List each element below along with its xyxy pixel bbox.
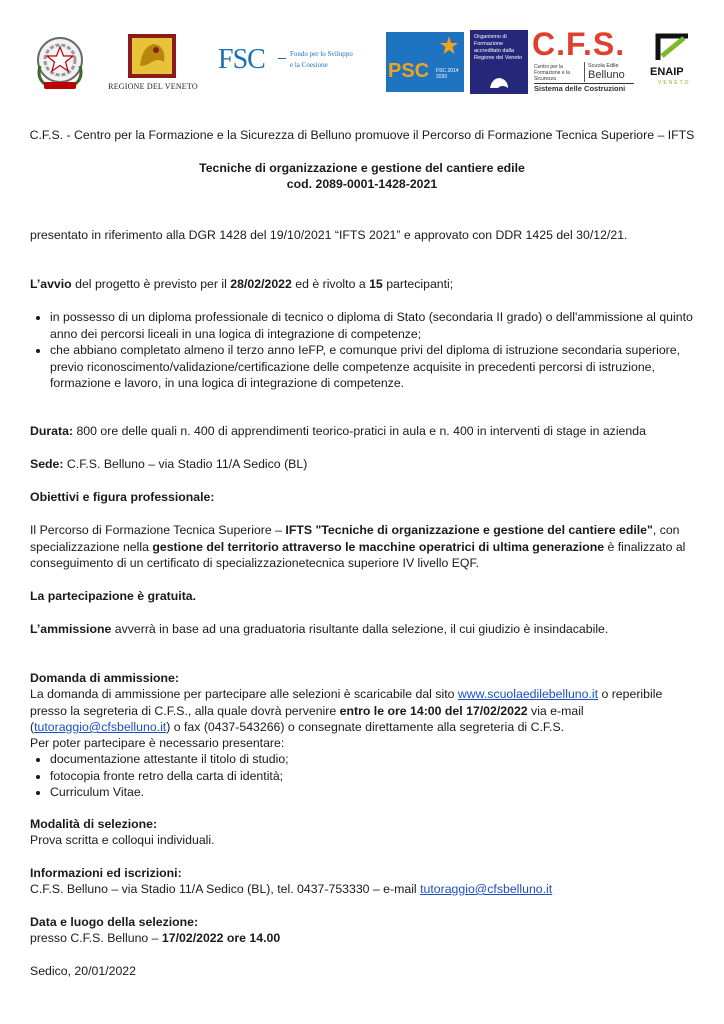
data-luogo-line [30,930,694,947]
durata-line [30,423,694,440]
fsc-divider [278,58,286,59]
ammissione-lead: L’ammissione [30,622,112,636]
avvio-t3: partecipanti; [382,277,454,291]
obiettivi-t2: , con specializzazione nella [30,523,680,554]
repubblica-emblem-icon [30,30,90,94]
modalita-text: Prova scritta e colloqui individuali. [30,833,215,847]
domanda-paragraph [30,686,694,736]
lion-small-icon [488,76,510,95]
durata-label: Durata: [30,424,74,438]
avvio-date: 28/02/2022 [230,277,292,291]
enaip-arrow-icon [654,32,692,67]
info-text: C.F.S. Belluno – via Stadio 11/A Sedico (BL), tel. 0437-753330 – e-mail [30,882,421,896]
obiettivi-t1: Il Percorso di Formazione Tecnica Superiore – [30,523,286,537]
gratuita-line: La partecipazione è gratuita. [30,589,197,603]
list-item: • Curriculum Vitae. [50,784,694,801]
psc-logo [386,32,464,92]
cfs-logo [532,28,636,96]
avvio-count: 15 [369,277,383,291]
obiettivi-t3: è finalizzato al conseguimento di un certificato di specializzazionetecnica superiore IV livello EQF. [30,539,686,570]
cfs-left: Centro per la Formazione e la Sicurezza [534,64,570,82]
domanda-requirements-intro: Per poter partecipare è necessario presentare: [30,736,285,750]
website-link[interactable]: www.scuolaedilebelluno.it [457,687,599,701]
requirements-list [30,309,694,392]
ammissione-line [30,621,694,638]
cfs-right-top: Scuola Edile [588,63,619,69]
regione-label: REGIONE DEL VENETO [108,82,198,91]
list-item: • che abbiano completato almeno il terzo anno IeFP, e comunque privi del diploma di istruzione secondaria superiore, previo riconoscimento/validazione/certificazione delle competenze acquisite in precedenti percorsi di istruzione, formazione e lavoro, in una logica di integrazione di competenze. [50,342,694,392]
list-item: • in possesso di un diploma professionale di tecnico o diploma di Stato (secondaria II grado) o dell'ammissione al quinto anno dei percorsi liceali in una logica di integrazione di competenze; [50,309,694,342]
course-title: Tecniche di organizzazione e gestione del cantiere edile [199,161,525,175]
modalita-heading: Modalità di selezione: [30,817,158,831]
logo-bar [0,0,724,110]
domanda-t4: ) o fax (0437-543266) o consegnate direttamente alla segreteria di C.F.S. [166,720,565,734]
footer-date: Sedico, 20/01/2022 [30,964,136,978]
cfs-divider [584,62,585,82]
psc-years: FSC 2014 2020 [436,68,459,80]
data-luogo-heading: Data e luogo della selezione: [30,915,199,929]
obiettivi-paragraph [30,522,694,572]
psc-text: PSC [388,60,430,82]
ammissione-text: avverrà in base ad una graduatoria risultante dalla selezione, il cui giudizio è insindacabile. [111,622,609,636]
sede-label: Sede: [30,457,64,471]
course-code: cod. 2089-0001-1428-2021 [286,177,438,191]
avvio-t2: ed è rivolto a [291,277,370,291]
info-line [30,881,694,898]
list-item: • fotocopia fronte retro della carta di identità; [50,768,694,785]
cfs-footer: Sistema delle Costruzioni [534,83,634,93]
domanda-deadline: entro le ore 14:00 del 17/02/2022 [339,703,528,718]
domanda-t1: La domanda di ammissione per partecipare alle selezioni è scaricabile dal sito [30,687,458,701]
list-item: • documentazione attestante il titolo di studio; [50,751,694,768]
fsc-sub2: e la Coesione [290,61,328,69]
domanda-t3: via e-mail ( [30,703,584,734]
data-luogo-datetime: 17/02/2022 ore 14.00 [161,931,281,945]
sede-line [30,456,694,473]
cfs-title: C.F.S. [532,26,626,62]
avvio-t1: del progetto è previsto per il [71,277,231,291]
lion-icon [108,32,198,80]
email-link[interactable]: tutoraggio@cfsbelluno.it [34,720,167,734]
enaip-logo [650,32,698,96]
obiettivi-b2: gestione del territorio attraverso le macchine operatrici di ultima generazione [152,539,605,554]
domanda-heading: Domanda di ammissione: [30,671,179,685]
data-luogo-text: presso C.F.S. Belluno – [30,931,162,945]
fsc-text: FSC [218,44,265,75]
avvio-paragraph [30,276,694,293]
fsc-logo [218,44,368,84]
obiettivi-b1: IFTS "Tecniche di organizzazione e gestione del cantiere edile" [285,523,653,537]
regione-veneto-logo [108,32,198,94]
cfs-right-bottom: Belluno [588,69,625,81]
presented-line: presentato in riferimento alla DGR 1428 del 19/10/2021 “IFTS 2021” e approvato con DDR 1425 del 30/12/21. [30,228,628,242]
intro-line: C.F.S. - Centro per la Formazione e la Sicurezza di Belluno promuove il Percorso di Formazione Tecnica Superiore – IFTS [29,128,695,142]
enaip-sub: VENETO [658,80,691,86]
fsc-sub1: Fondo per lo Sviluppo [290,50,353,58]
avvio-lead: L’avvio [30,277,72,291]
sede-text: C.F.S. Belluno – via Stadio 11/A Sedico (BL) [63,457,308,471]
durata-text: 800 ore delle quali n. 400 di apprendimenti teorico-pratici in aula e n. 400 in interventi di stage in azienda [73,424,646,438]
enaip-text: ENAIP [650,66,684,78]
odf-text: Organismo di Formazione accreditato dalla Regione del Veneto [474,34,523,61]
documents-list [30,751,694,801]
odf-logo [470,30,528,94]
psc-star-icon [436,34,462,64]
domanda-t2: o reperibile presso la segreteria di C.F.S., alla quale dovrà pervenire [30,687,663,718]
info-heading: Informazioni ed iscrizioni: [30,866,182,880]
obiettivi-heading: Obiettivi e figura professionale: [30,490,215,504]
info-email-link[interactable]: tutoraggio@cfsbelluno.it [420,882,553,896]
